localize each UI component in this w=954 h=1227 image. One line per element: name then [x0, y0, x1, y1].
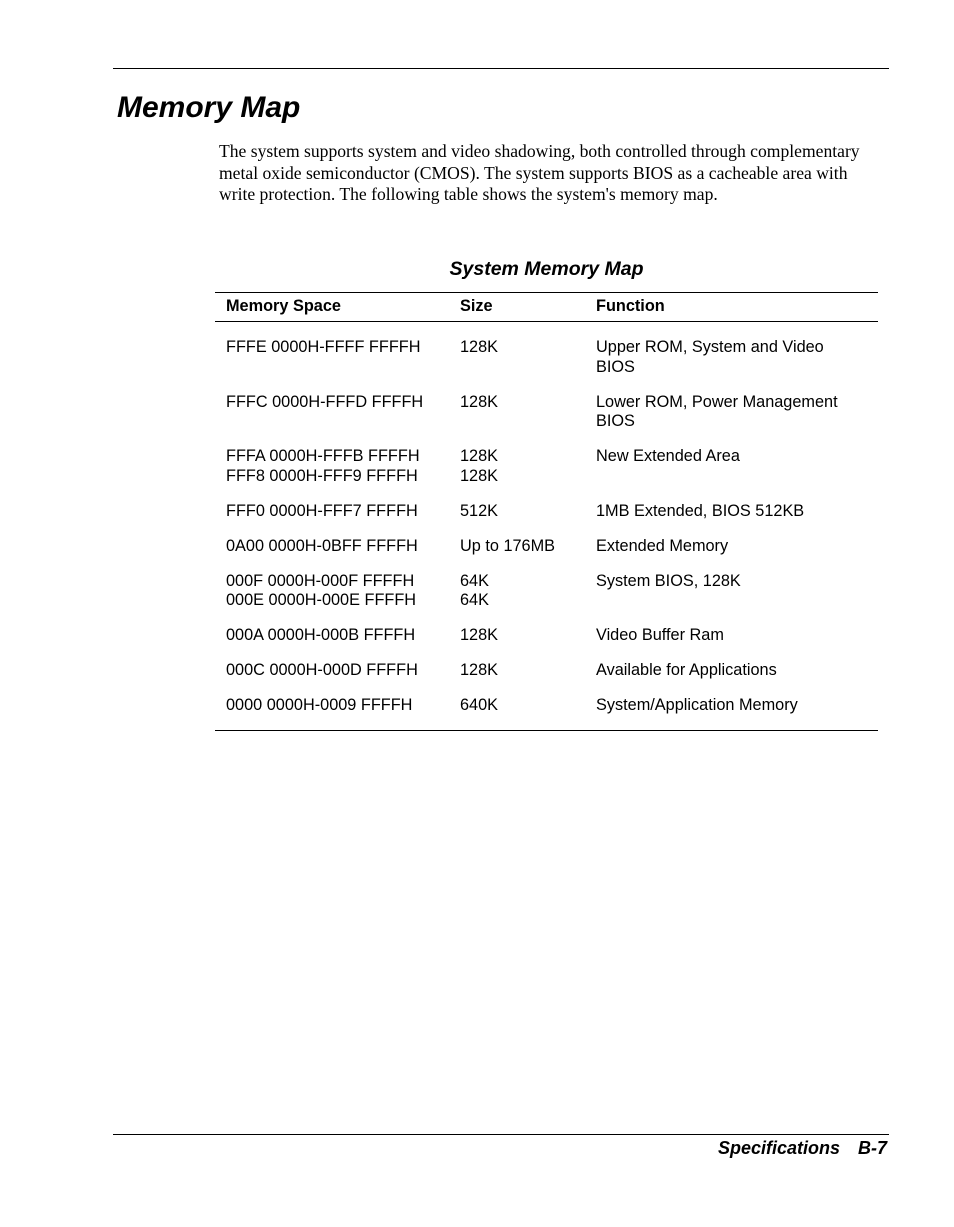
function-text: Upper ROM, System and Video BIOS — [596, 338, 824, 376]
footer-page-number: B-7 — [857, 1138, 887, 1158]
memory-range: 000C 0000H-000D FFFFH — [226, 661, 418, 679]
page-title: Memory Map — [117, 91, 301, 124]
memory-range: 000A 0000H-000B FFFFH — [226, 626, 416, 644]
size-cell — [460, 696, 596, 730]
function-text: 1MB Extended, BIOS 512KB — [596, 501, 805, 520]
size-value: 128K — [460, 338, 499, 356]
size-value: 640K — [460, 696, 499, 714]
function-cell — [596, 537, 878, 572]
function-text: System/Application Memory — [596, 696, 798, 714]
table-row — [215, 393, 878, 448]
size-value: 128K — [460, 661, 499, 679]
function-cell — [596, 322, 878, 393]
function-text: Available for Applications — [596, 661, 777, 679]
table-row — [215, 447, 878, 502]
intro-paragraph: The system supports system and video shadowing, both controlled through complementary metal oxide semiconductor (CMOS). The system supports BIOS as a cacheable area with write protection. The following table shows the system's memory map. — [219, 141, 860, 204]
size-cell — [460, 537, 596, 572]
footer-rule — [113, 1134, 889, 1135]
memory-range: FFFE 0000H-FFFF FFFFH — [226, 338, 421, 356]
table-row — [215, 322, 878, 393]
header-memory-space: Memory Space — [215, 293, 460, 322]
memory-space-cell — [215, 393, 460, 448]
table-row — [215, 661, 878, 696]
function-text: Video Buffer Ram — [596, 626, 724, 644]
function-cell — [596, 626, 878, 661]
size-value: Up to 176MB — [460, 536, 556, 555]
memory-range: FFF0 0000H-FFF7 FFFFH — [226, 501, 418, 520]
memory-range: FFFA 0000H-FFFB FFFFH — [226, 447, 420, 465]
memory-map-table — [215, 292, 878, 731]
table-body — [215, 322, 878, 731]
function-cell — [596, 661, 878, 696]
table-row — [215, 696, 878, 730]
header-function: Function — [596, 293, 878, 322]
function-cell — [596, 572, 878, 627]
memory-range: 000E 0000H-000E FFFFH — [226, 591, 417, 609]
memory-space-cell — [215, 502, 460, 537]
memory-space-cell — [215, 626, 460, 661]
memory-space-cell — [215, 572, 460, 627]
memory-space-cell — [215, 661, 460, 696]
size-cell — [460, 447, 596, 502]
table-row — [215, 537, 878, 572]
size-value: 512K — [460, 501, 499, 520]
function-text: Extended Memory — [596, 536, 729, 555]
memory-range: 0A00 0000H-0BFF FFFFH — [226, 536, 418, 555]
memory-space-cell — [215, 322, 460, 393]
table-caption: System Memory Map — [449, 258, 644, 280]
size-value: 128K — [460, 392, 499, 411]
header-size: Size — [460, 293, 596, 322]
footer-section: Specifications — [717, 1138, 840, 1158]
memory-range: 0000 0000H-0009 FFFFH — [226, 696, 413, 714]
size-value: 128K — [460, 466, 499, 485]
size-cell — [460, 572, 596, 627]
table-header-row — [215, 293, 878, 322]
size-cell — [460, 322, 596, 393]
function-text: System BIOS, 128K — [596, 571, 741, 590]
header-rule — [113, 68, 889, 69]
table-row — [215, 572, 878, 627]
function-text: Lower ROM, Power Management BIOS — [596, 392, 838, 430]
memory-range: FFF8 0000H-FFF9 FFFFH — [226, 466, 418, 485]
memory-space-cell — [215, 696, 460, 730]
table-row — [215, 626, 878, 661]
function-cell — [596, 502, 878, 537]
table-row — [215, 502, 878, 537]
size-value: 64K — [460, 591, 489, 609]
size-cell — [460, 393, 596, 448]
function-cell — [596, 696, 878, 730]
memory-space-cell — [215, 447, 460, 502]
function-text: New Extended Area — [596, 447, 740, 465]
size-value: 64K — [460, 571, 489, 590]
size-cell — [460, 502, 596, 537]
page-footer — [718, 1136, 887, 1160]
memory-space-cell — [215, 537, 460, 572]
size-cell — [460, 626, 596, 661]
memory-range: FFFC 0000H-FFFD FFFFH — [226, 392, 424, 411]
size-cell — [460, 661, 596, 696]
size-value: 128K — [460, 626, 499, 644]
function-cell — [596, 447, 878, 502]
size-value: 128K — [460, 447, 499, 465]
function-cell — [596, 393, 878, 448]
memory-range: 000F 0000H-000F FFFFH — [226, 571, 415, 590]
